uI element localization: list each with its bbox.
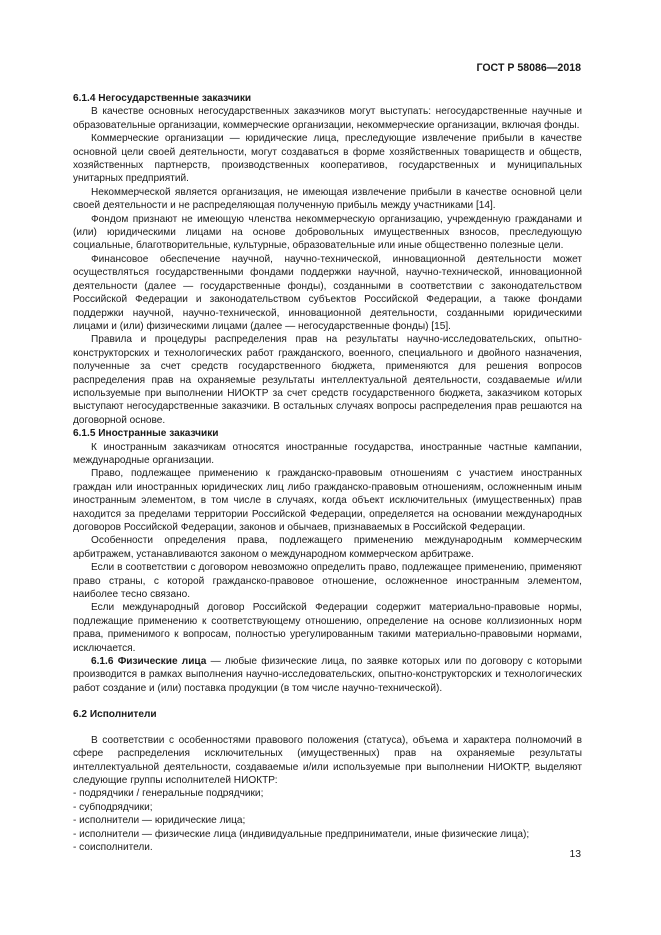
paragraph: Право, подлежащее применению к гражданско-правовым отношениям с участием иностранных граждан или иностранных юридических лиц либо гражданско-правовым отношениям, осложненным иным иностранным элементом, в том числе в случаях, когда объект исключительных (имущественных) прав находится за пределами территории Российской Федерации, определяется на основании международных договоров Российской Федерации, законов и обычаев, признаваемых в Российской Федерации. [73, 468, 582, 533]
paragraph: В качестве основных негосударственных заказчиков могут выступать: негосударственные научные и образовательные организации, коммерческие организации, некоммерческие организации, включая фонды. [73, 106, 582, 131]
paragraph: К иностранным заказчикам относятся иностранные государства, иностранные частные кампании, международные организации. [73, 441, 582, 466]
section-heading-6-1-5: 6.1.5 Иностранные заказчики [73, 428, 219, 440]
list-item: - исполнители — физические лица (индивидуальные предприниматели, иные физические лица); [73, 828, 530, 840]
section-heading-6-1-6: 6.1.6 Физические лица [91, 656, 207, 668]
paragraph: Если международный договор Российской Федерации содержит материально-правовые нормы, подлежащие применению к соответствующему отношению, определение на основе коллизионных норм права, применимого к вопросам, полностью урегулированным такими материально-правовыми нормами, исключается. [73, 602, 582, 654]
paragraph: Фондом признают не имеющую членства некоммерческую организацию, учрежденную гражданами и (или) юридическими лицами на основе добровольных имущественных взносов, преследующую социальные, благотворительные, культурные, образовательные или иные общественно полезные цели. [73, 213, 582, 252]
paragraph-text: — любые физические лица, по заявке которых или по договору с которыми производится в рамках выполнения научно-исследовательских, опытно-конструкторских и технологических работ создание и (или) поставка продукции (в том числе научно-технической). [73, 656, 582, 694]
paragraph: Финансовое обеспечение научной, научно-технической, инновационной деятельности может осуществляться государственными фондами поддержки научной, научно-технической, инновационной деятельности (далее — государственные фонды), созданными в соответствии с законодательством Российской Федерации и законодательством субъектов Российской Федерации, а также фондами поддержки научной, научно-технической, инновационной деятельности, созданными юридическими лицами и (или) физическими лицами (далее — негосударственные фонды) [15]. [73, 253, 582, 332]
page-number: 13 [569, 849, 581, 860]
list-item: - соисполнители. [73, 841, 153, 853]
document-code: ГОСТ Р 58086—2018 [476, 62, 581, 74]
paragraph: Коммерческие организации — юридические лица, преследующие извлечение прибыли в качестве основной цели своей деятельности, могут создаваться в форме хозяйственных товариществ и обществ, хозяйственных партнерств, производственных кооперативов, государственных и муниципальных унитарных предприятий. [73, 133, 582, 185]
paragraph: Особенности определения права, подлежащего применению международным коммерческим арбитражем, устанавливаются законом о международном коммерческом арбитраже. [73, 535, 582, 560]
page-content [73, 92, 582, 854]
paragraph: Некоммерческой является организация, не имеющая извлечение прибыли в качестве основной цели своей деятельности и не распределяющая полученную прибыль между участниками [14]. [73, 186, 582, 212]
section-heading-6-2: 6.2 Исполнители [73, 709, 157, 721]
section-6-1-6-paragraph [73, 655, 582, 695]
paragraph: Если в соответствии с договором невозможно определить право, подлежащее применению, применяют право страны, с которой гражданско-правовое отношение, осложненное иностранным элементом, наиболее тесно связано. [73, 562, 582, 601]
list-item: - исполнители — юридические лица; [73, 815, 246, 827]
section-heading-6-1-4: 6.1.4 Негосударственные заказчики [73, 93, 252, 104]
executors-list [73, 787, 582, 854]
paragraph: В соответствии с особенностями правового положения (статуса), объема и характера полномочий в сфере распределения исключительных (имущественных) прав на охраняемые результаты интеллектуальной деятельности, создаваемые и/или используемые при выполнении НИОКТР, выделяют следующие группы исполнителей НИОКТР: [73, 734, 582, 786]
list-item: - субподрядчики; [73, 801, 153, 813]
list-item: - подрядчики / генеральные подрядчики; [73, 788, 264, 800]
paragraph: Правила и процедуры распределения прав на результаты научно-исследовательских, опытно-конструкторских и технологических работ гражданского, военного, специального и двойного назначения, полученные за счет средств государственного бюджета, применяются для решения вопросов распределения прав на охраняемые результаты интеллектуальной деятельности, создаваемые и/или используемые при выполнении НИОКТР за счет средств государственного бюджета, заказчиком которых выступают негосударственные заказчики. В остальных случаях вопросы распределения прав решаются на договорной основе. [73, 334, 582, 426]
